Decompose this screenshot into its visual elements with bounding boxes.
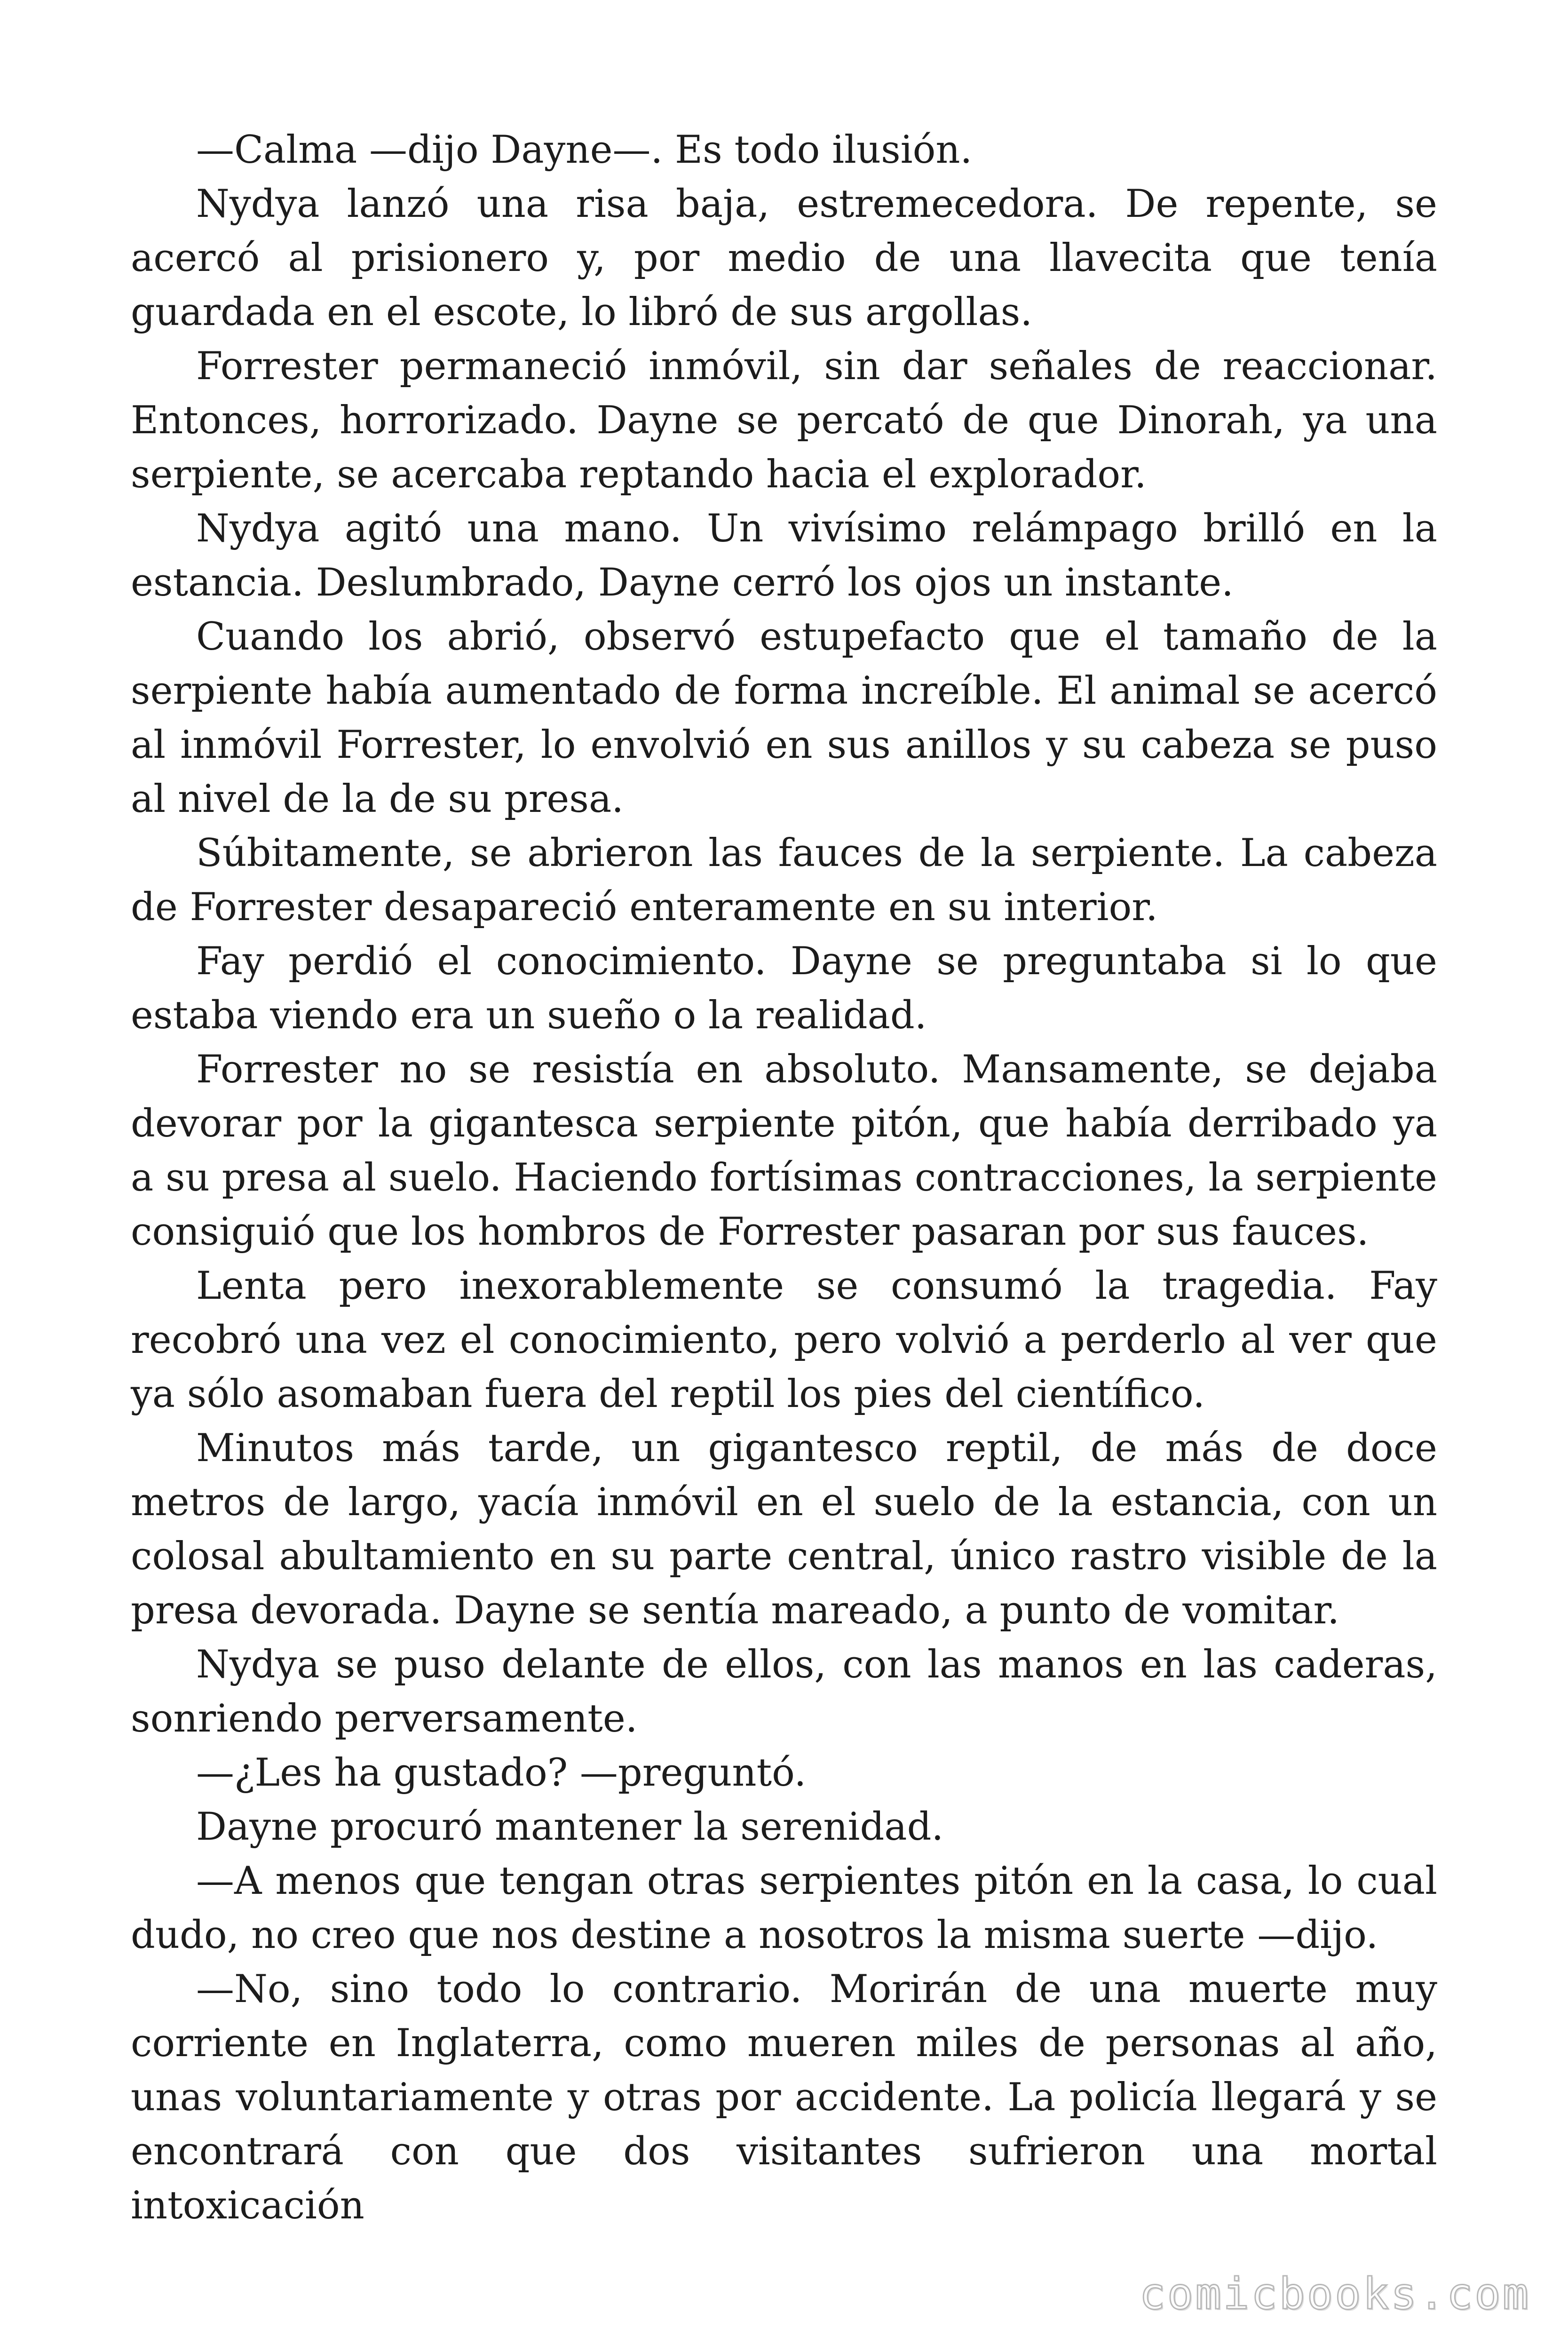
paragraph: Minutos más tarde, un gigantesco reptil, de más de doce metros de largo, yacía inmóvil en el suelo de la estancia, con un colosal abultamiento en su parte central, único rastro visible de la presa devorada. Dayne se sentía mareado, a punto de vomitar.: [131, 1426, 1437, 1633]
paragraph: —A menos que tengan otras serpientes pitón en la casa, lo cual dudo, no creo que nos destine a nosotros la misma suerte —dijo.: [131, 1859, 1437, 1957]
paragraph: —¿Les ha gustado? —preguntó.: [196, 1751, 807, 1795]
paragraph: Nydya lanzó una risa baja, estremecedora. De repente, se acercó al prisionero y, por medio de una llavecita que tenía guardada en el escote, lo libró de sus argollas.: [131, 182, 1437, 334]
paragraph: Forrester permaneció inmóvil, sin dar señales de reaccionar. Entonces, horrorizado. Dayne se percató de que Dinorah, ya una serpiente, se acercaba reptando hacia el explorador.: [131, 344, 1437, 497]
paragraph: —No, sino todo lo contrario. Morirán de una muerte muy corriente en Inglaterra, como mueren miles de personas al año, unas voluntariamente y otras por accidente. La policía llegará y se encontrará con que dos visitantes sufrieron una mortal intoxicación: [131, 1967, 1437, 2228]
paragraph: Forrester no se resistía en absoluto. Mansamente, se dejaba devorar por la gigantesca serpiente pitón, que había derribado ya a su presa al suelo. Haciendo fortísimas contracciones, la serpiente consiguió que los hombros de Forrester pasaran por sus fauces.: [131, 1048, 1437, 1254]
paragraph: Dayne procuró mantener la serenidad.: [196, 1805, 944, 1849]
paragraph: Súbitamente, se abrieron las fauces de la serpiente. La cabeza de Forrester desapareció enteramente en su interior.: [131, 831, 1437, 930]
body-text: [131, 123, 1437, 2233]
paragraph: Cuando los abrió, observó estupefacto que el tamaño de la serpiente había aumentado de forma increíble. El animal se acercó al inmóvil Forrester, lo envolvió en sus anillos y su cabeza se puso al nivel de la de su presa.: [131, 615, 1437, 821]
paragraph: Lenta pero inexorablemente se consumó la tragedia. Fay recobró una vez el conocimiento, pero volvió a perderlo al ver que ya sólo asomaban fuera del reptil los pies del científico.: [131, 1264, 1437, 1416]
watermark: comicbooks.com: [1139, 2269, 1530, 2319]
paragraph: Nydya agitó una mano. Un vivísimo relámpago brilló en la estancia. Deslumbrado, Dayne cerró los ojos un instante.: [131, 507, 1437, 605]
paragraph: —Calma —dijo Dayne—. Es todo ilusión.: [196, 128, 973, 172]
paragraph: Fay perdió el conocimiento. Dayne se preguntaba si lo que estaba viendo era un sueño o la realidad.: [131, 939, 1437, 1038]
paragraph: Nydya se puso delante de ellos, con las manos en las caderas, sonriendo perversamente.: [131, 1643, 1437, 1741]
